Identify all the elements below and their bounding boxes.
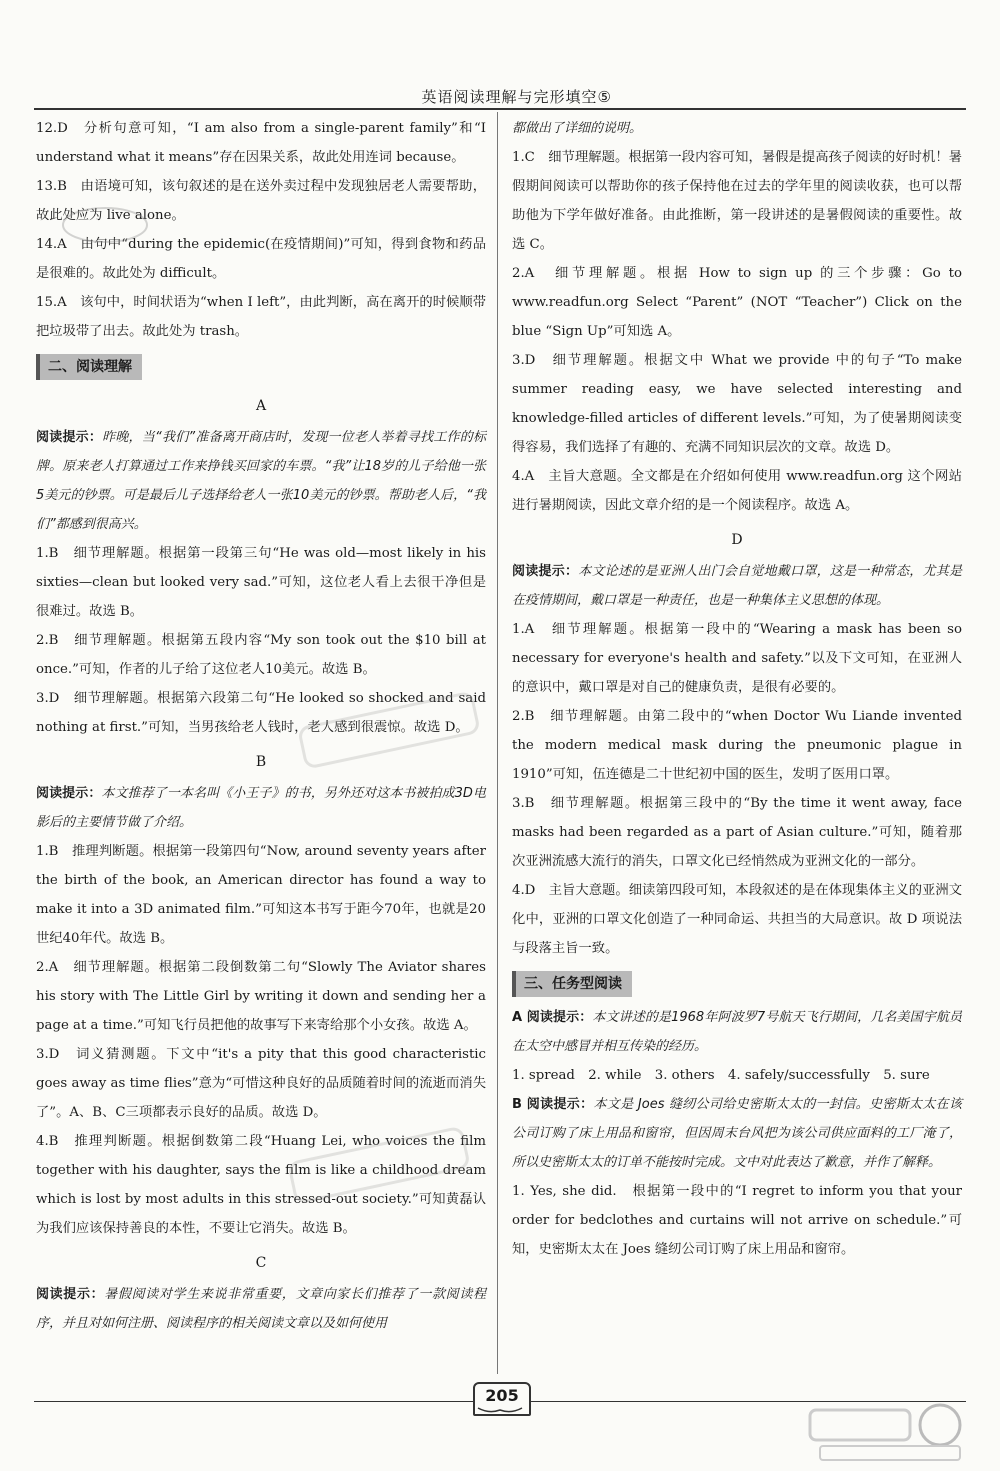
hint-label: 阅读提示： bbox=[36, 786, 102, 801]
hint-label: A 阅读提示： bbox=[512, 1010, 593, 1025]
hint-text: 暑假阅读对学生来说非常重要，文章向家长们推荐了一款阅读程序，并且对如何注册、阅读程序的相关阅读文章以及如何使用 bbox=[36, 1287, 486, 1331]
hint-text: 本文推荐了一本名叫《小王子》的书，另外还对这本书被拍成3D电影后的主要情节做了介绍。 bbox=[36, 786, 486, 830]
page-header bbox=[0, 0, 1000, 112]
answer-item: 2.A 细节理解题。根据第二段倒数第二句“Slowly The Aviator shares his story with The Little Girl by writing it down and sending her a page at a time.”可知飞行员把他的故事写下来寄给那个小女孩。故选 A。 bbox=[36, 960, 486, 1033]
answer-item: 1.B 细节理解题。根据第一段第三句“He was old—most likely in his sixties—clean but looked very sad.”可知，这位老人看上去很干净但是很难过。故选 B。 bbox=[36, 546, 486, 619]
reading-hint-c bbox=[36, 1280, 486, 1338]
answer-item: 4.D 主旨大意题。细读第四段可知，本段叙述的是在体现集体主义的亚洲文化中，亚洲的口罩文化创造了一种同命运、共担当的大局意识。故 D 项说法与段落主旨一致。 bbox=[512, 883, 962, 956]
hint-text: 本文讲述的是1968年阿波罗7号航天飞行期间，几名美国宇航员在太空中感冒并相互传染的经历。 bbox=[512, 1010, 963, 1054]
passage-label-a: A bbox=[255, 398, 267, 414]
answer-item: 3.B 细节理解题。根据第三段中的“By the time it went away, face masks had been regarded as a part of Asian culture.”可知，随着那次亚洲流感大流行的消失，口罩文化已经悄然成为亚洲文化的一部分。 bbox=[512, 796, 962, 869]
answer-item: 2.B 细节理解题。根据第五段内容“My son took out the $10 bill at once.”可知，作者的儿子给了这位老人10美元。故选 B。 bbox=[36, 633, 486, 677]
answer-item: 14.A 由句中“during the epidemic(在疫情期间)”可知，得到食物和药品是很难的。故此处为 difficult。 bbox=[36, 237, 486, 281]
answer-item: 3.D 细节理解题。根据第六段第二句“He looked so shocked and said nothing at first.”可知，当男孩给老人钱时，老人感到很震惊。故选 D。 bbox=[36, 691, 486, 735]
passage-label-c: C bbox=[255, 1255, 267, 1271]
answer-item: 12.D 分析句意可知，“I am also from a single-parent family”和“I understand what it means”存在因果关系，故此处用连词 because。 bbox=[36, 121, 486, 165]
open-book-icon bbox=[477, 1407, 523, 1415]
passage-label-b: B bbox=[255, 754, 267, 770]
column-divider bbox=[497, 112, 498, 1374]
hint-label: 阅读提示： bbox=[512, 564, 579, 579]
hint-text: 都做出了详细的说明。 bbox=[512, 121, 643, 136]
hint-label: 阅读提示： bbox=[36, 1287, 105, 1302]
answer-item: 3.D 细节理解题。根据文中 What we provide 中的句子“To make summer reading easy, we have selected interesting and knowledge-filled articles of different levels.”可知，为了使暑期阅读变得容易，我们选择了有趣的、充满不同知识层次的文章。故选 D。 bbox=[512, 353, 962, 455]
hint-text: 昨晚，当“我们”准备离开商店时，发现一位老人举着寻找工作的标牌。原来老人打算通过工作来挣钱买回家的车票。“我”让18岁的儿子给他一张5美元的钞票。可是最后儿子选择给老人一张10美元的钞票。帮助老人后，“我们”都感到很高兴。 bbox=[36, 430, 486, 532]
reading-hint-task-a bbox=[512, 1003, 962, 1061]
answer-item: 1. Yes, she did. 根据第一段中的“I regret to inform you that your order for bedclothes and curtains will not arrive on schedule.”可知，史密斯太太在 Joes 缝纫公司订购了床上用品和窗帘。 bbox=[512, 1184, 962, 1257]
reading-hint-d bbox=[512, 557, 962, 615]
answer-item: 4.B 推理判断题。根据倒数第二段“Huang Lei, who voices the film together with his daughter, says the film is like a childhood dream which is lost by most adults in this stressed-out society.”可知黄磊认为我们应该保持善良的本性，不要让它消失。故选 B。 bbox=[36, 1134, 486, 1236]
hint-text: 本文论述的是亚洲人出门会自觉地戴口罩，这是一种常态，尤其是在疫情期间，戴口罩是一种责任，也是一种集体主义思想的体现。 bbox=[512, 564, 962, 608]
reading-hint-b bbox=[36, 779, 486, 837]
reading-hint-a bbox=[36, 423, 486, 539]
book-title: 英语阅读理解与完形填空⑤ bbox=[421, 88, 612, 106]
hint-label: 阅读提示： bbox=[36, 430, 103, 445]
section-heading-task-reading: 三、任务型阅读 bbox=[512, 971, 632, 997]
watermark-stamp-icon bbox=[60, 205, 150, 245]
answer-item: 3.D 词义猜测题。下文中“it's a pity that this good characteristic goes away as time flies”意为“可惜这种良好的品质随着时间的流逝而消失了”。A、B、C三项都表示良好的品质。故选 D。 bbox=[36, 1047, 486, 1120]
answer-item: 4.A 主旨大意题。全文都是在介绍如何使用 www.readfun.org 这个网站进行暑期阅读，因此文章介绍的是一个阅读程序。故选 A。 bbox=[512, 469, 962, 513]
answer-item: 2.A 细节理解题。根据 How to sign up 的三个步骤：Go to www.readfun.org Select “Parent” (NOT “Teacher”) Click on the blue “Sign Up”可知选 A。 bbox=[512, 266, 962, 339]
site-logo-icon bbox=[800, 1400, 970, 1465]
page-number: 205 bbox=[473, 1382, 531, 1416]
task-a-answers: 1. spread 2. while 3. others 4. safely/successfully 5. sure bbox=[512, 1068, 930, 1083]
answer-item: 2.B 细节理解题。由第二段中的“when Doctor Wu Liande invented the modern medical mask during the pneumonic plague in 1910”可知，伍连德是二十世纪初中国的医生，发明了医用口罩。 bbox=[512, 709, 962, 782]
answer-item: 1.C 细节理解题。根据第一段内容可知，暑假是提高孩子阅读的好时机！暑假期间阅读可以帮助你的孩子保持他在过去的学年里的阅读收获，也可以帮助他为下学年做好准备。由此推断，第一段讲述的是暑假阅读的重要性。故选 C。 bbox=[512, 150, 962, 252]
header-rule bbox=[34, 108, 966, 110]
answer-item: 1.B 推理判断题。根据第一段第四句“Now, around seventy years after the birth of the book, an American director has found a way to make it into a 3D animated film.”可知这本书写于距今70年，也就是20世纪40年代。故选 B。 bbox=[36, 844, 486, 946]
hint-label: B 阅读提示： bbox=[512, 1097, 594, 1112]
reading-hint-task-b bbox=[512, 1090, 962, 1177]
passage-label-d: D bbox=[731, 532, 743, 548]
answer-item: 1.A 细节理解题。根据第一段中的“Wearing a mask has been so necessary for everyone's health and safety.”以及下文可知，在亚洲人的意识中，戴口罩是对自己的健康负责，是很有必要的。 bbox=[512, 622, 962, 695]
answer-item: 13.B 由语境可知，该句叙述的是在送外卖过程中发现独居老人需要帮助，故此处应为 live alone。 bbox=[36, 179, 486, 223]
answer-item: 15.A 该句中，时间状语为“when I left”，由此判断，高在离开的时候顺带把垃圾带了出去。故此处为 trash。 bbox=[36, 295, 486, 339]
right-column bbox=[512, 114, 962, 1264]
section-heading-reading: 二、阅读理解 bbox=[36, 354, 142, 380]
hint-text: 本文是 Joes 缝纫公司给史密斯太太的一封信。史密斯太太在该公司订购了床上用品和窗帘，但因周末台风把为该公司供应面料的工厂淹了，所以史密斯太太的订单不能按时完成。文中对此表达了歉意，并作了解释。 bbox=[512, 1097, 962, 1170]
reading-hint-c-continued bbox=[512, 114, 962, 143]
